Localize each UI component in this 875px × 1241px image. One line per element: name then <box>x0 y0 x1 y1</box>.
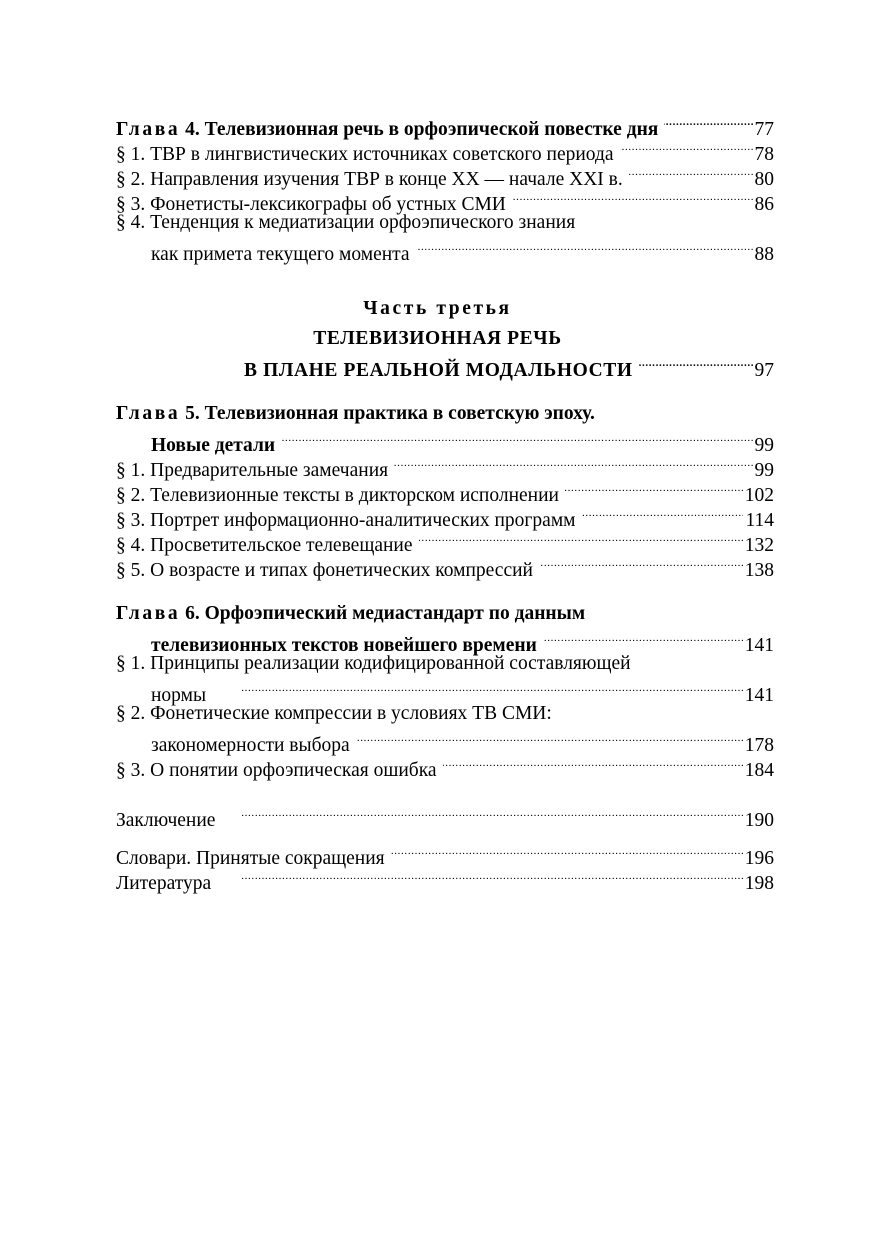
chapter-prefix: Глава <box>116 603 181 624</box>
dot-leader <box>620 135 753 160</box>
dot-leader <box>629 160 753 185</box>
section-entry <box>116 701 774 726</box>
section-label: § 4. Просветительское телевещание <box>116 535 413 556</box>
page-number: 99 <box>754 460 774 481</box>
part-title-line-2: В ПЛАНЕ РЕАЛЬНОЙ МОДАЛЬНОСТИ <box>244 360 633 381</box>
section-entry <box>116 651 774 676</box>
dot-leader <box>565 476 743 501</box>
dot-leader <box>539 551 743 576</box>
chapter-number: 4. <box>185 119 200 140</box>
page-number: 97 <box>754 360 774 381</box>
section-label: § 1. ТВР в лингвистических источниках советского периода <box>116 144 614 165</box>
chapter-number: 5. <box>185 403 200 424</box>
page-number: 190 <box>744 810 774 831</box>
dot-leader <box>582 501 744 526</box>
dot-leader <box>443 751 743 776</box>
page-number: 184 <box>744 760 774 781</box>
dot-leader <box>221 801 742 826</box>
part-title-line <box>244 351 774 381</box>
chapter-prefix: Глава <box>116 403 181 424</box>
part-label: Часть третья <box>363 298 512 319</box>
section-label: § 3. Портрет информационно-аналитических программ <box>116 510 576 531</box>
section-label: § 2. Направления изучения ТВР в конце XX — начале XXI в. <box>116 169 623 190</box>
dictionaries-entry <box>116 839 774 869</box>
dot-leader <box>416 235 753 260</box>
dot-leader <box>281 426 752 451</box>
dot-leader <box>543 626 743 651</box>
chapter-title-continued: Новые детали <box>151 435 276 456</box>
entry-label: Словари. Принятые сокращения <box>116 848 385 869</box>
page-number: 78 <box>754 144 774 165</box>
chapter-title: Орфоэпический медиастандарт по данным <box>204 603 586 624</box>
page-number: 99 <box>754 435 774 456</box>
page-number: 114 <box>745 510 774 531</box>
page-number: 80 <box>754 169 774 190</box>
page-number: 102 <box>744 485 774 506</box>
chapter-4-heading <box>116 110 774 140</box>
conclusion-entry <box>116 801 774 831</box>
dot-leader <box>212 676 743 701</box>
section-entry-continued <box>116 676 774 706</box>
back-matter-block <box>116 839 774 894</box>
chapter-prefix: Глава <box>116 119 181 140</box>
dot-leader <box>356 726 743 751</box>
part-title-line-1: ТЕЛЕВИЗИОННАЯ РЕЧЬ <box>313 328 562 349</box>
conclusion-entry-block <box>116 801 774 831</box>
chapter-title: Телевизионная речь в орфоэпической повестке дня <box>204 119 659 140</box>
entry-label: Заключение <box>116 810 216 831</box>
page-number: 132 <box>744 535 774 556</box>
chapter-5-block <box>116 401 774 581</box>
section-label: § 3. О понятии орфоэпическая ошибка <box>116 760 437 781</box>
section-label: § 1. Предварительные замечания <box>116 460 389 481</box>
dot-leader <box>394 451 752 476</box>
chapter-6-heading-continued <box>116 626 774 656</box>
chapter-number: 6. <box>185 603 200 624</box>
dot-leader <box>217 864 743 889</box>
section-entry-continued <box>116 726 774 756</box>
dot-leader <box>664 110 752 135</box>
page-number: 88 <box>754 244 774 265</box>
dot-leader <box>512 185 753 210</box>
chapter-6-heading <box>116 601 774 626</box>
page-number: 196 <box>744 848 774 869</box>
section-label: § 2. Фонетические компрессии в условиях ТВ СМИ: <box>116 703 552 724</box>
section-entry <box>116 210 774 235</box>
chapter-5-heading <box>116 401 774 426</box>
dot-leader <box>391 839 743 864</box>
section-label: § 5. О возрасте и типах фонетических компрессий <box>116 560 533 581</box>
dot-leader <box>639 351 753 376</box>
section-label: § 4. Тенденция к медиатизации орфоэпического знания <box>116 212 576 233</box>
chapter-title-continued: телевизионных текстов новейшего времени <box>151 635 537 656</box>
section-label: § 3. Фонетисты-лексикографы об устных СМИ <box>116 194 506 215</box>
chapter-5-heading-continued <box>116 426 774 456</box>
page-number: 141 <box>744 685 774 706</box>
section-label-continued: нормы <box>151 685 207 706</box>
entry-label: Литература <box>116 873 212 894</box>
section-label-continued: закономерности выбора <box>151 735 350 756</box>
part-title-line-2-row <box>244 351 774 381</box>
chapter-title: Телевизионная практика в советскую эпоху. <box>204 403 595 424</box>
page-number: 77 <box>754 119 774 140</box>
page-number: 141 <box>744 635 774 656</box>
section-label: § 2. Телевизионные тексты в дикторском исполнении <box>116 485 559 506</box>
chapter-4-block <box>116 110 774 265</box>
section-label-continued: как примета текущего момента <box>151 244 410 265</box>
section-label: § 1. Принципы реализации кодифицированной составляющей <box>116 653 631 674</box>
dot-leader <box>419 526 743 551</box>
page-number: 198 <box>744 873 774 894</box>
page-number: 178 <box>744 735 774 756</box>
chapter-6-block <box>116 601 774 781</box>
page-number: 138 <box>744 560 774 581</box>
page-number: 86 <box>754 194 774 215</box>
section-entry-continued <box>116 235 774 265</box>
